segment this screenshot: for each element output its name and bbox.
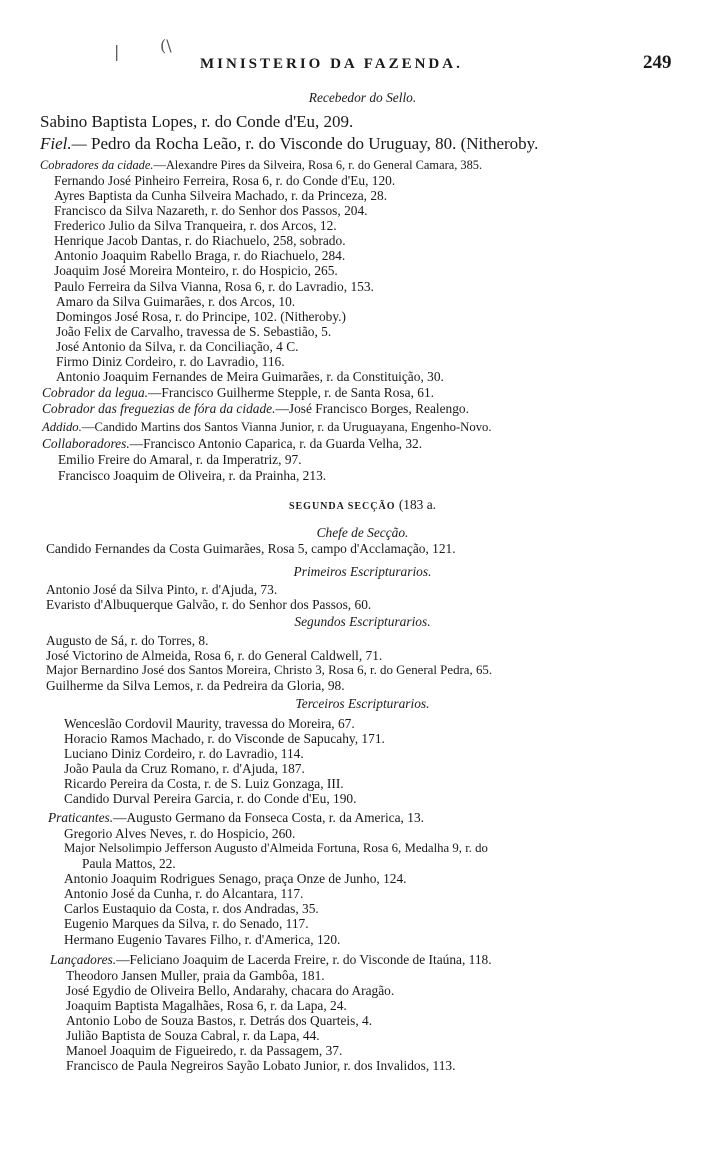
list-item: João Paula da Cruz Romano, r. d'Ajuda, 187.	[64, 761, 305, 776]
entry-line	[50, 952, 492, 967]
entry-line	[42, 420, 492, 435]
entry-label: Fiel.—	[40, 134, 87, 153]
list-item: Francisco Joaquim de Oliveira, r. da Prainha, 213.	[58, 468, 327, 483]
entry-line	[40, 158, 482, 173]
subsection-heading: Terceiros Escripturarios.	[295, 696, 430, 711]
subsection-heading: Segundos Escripturarios.	[294, 614, 431, 629]
entry-label: Cobrador da legua.	[42, 385, 149, 400]
entry-text: —Candido Martins dos Santos Vianna Junior, r. da Uruguayana, Engenho-Novo.	[81, 420, 492, 434]
list-item: Ricardo Pereira da Costa, r. de S. Luiz Gonzaga, III.	[64, 776, 344, 791]
list-item: Ayres Baptista da Cunha Silveira Machado, r. da Princeza, 28.	[54, 188, 388, 203]
list-item: Candido Fernandes da Costa Guimarães, Rosa 5, campo d'Acclamação, 121.	[46, 541, 456, 556]
entry-text: —José Francisco Borges, Realengo.	[275, 401, 469, 416]
list-item: Augusto de Sá, r. do Torres, 8.	[46, 633, 209, 648]
list-item: Major Nelsolimpio Jefferson Augusto d'Almeida Fortuna, Rosa 6, Medalha 9, r. do	[64, 841, 488, 855]
subsection-heading: Chefe de Secção.	[316, 525, 409, 540]
section-title: SEGUNDA SECÇÃO	[288, 501, 396, 512]
entry-label: Cobradores da cidade.	[40, 158, 154, 172]
list-item: Francisco da Silva Nazareth, r. do Senhor dos Passos, 204.	[54, 203, 368, 218]
entry-text: —Augusto Germano da Fonseca Costa, r. da America, 13.	[113, 810, 424, 825]
list-item: Paulo Ferreira da Silva Vianna, Rosa 6, r. do Lavradio, 153.	[54, 279, 374, 294]
list-item: João Felix de Carvalho, travessa de S. Sebastião, 5.	[56, 324, 332, 339]
entry-line	[42, 401, 469, 416]
subsection-heading: Primeiros Escripturarios.	[293, 564, 432, 579]
list-item: Amaro da Silva Guimarães, r. dos Arcos, 10.	[56, 294, 296, 309]
section-heading	[0, 497, 725, 514]
entry-line	[48, 810, 424, 825]
list-item: Candido Durval Pereira Garcia, r. do Conde d'Eu, 190.	[64, 791, 357, 806]
list-item: Joaquim José Moreira Monteiro, r. do Hospicio, 265.	[54, 263, 338, 278]
list-item: Manoel Joaquim de Figueiredo, r. da Passagem, 37.	[66, 1043, 343, 1058]
entry-line	[40, 134, 538, 154]
list-item: Firmo Diniz Cordeiro, r. do Lavradio, 116.	[56, 354, 285, 369]
entry-line	[42, 385, 434, 400]
entry-text: —Alexandre Pires da Silveira, Rosa 6, r. do General Camara, 385.	[153, 158, 483, 172]
list-item: Joaquim Baptista Magalhães, Rosa 6, r. da Lapa, 24.	[66, 998, 347, 1013]
list-item: Antonio Joaquim Rodrigues Senago, praça Onze de Junho, 124.	[64, 871, 407, 886]
page-number: 249	[643, 52, 672, 73]
list-item: Domingos José Rosa, r. do Principe, 102. (Nitheroby.)	[56, 309, 346, 324]
list-item: Gregorio Alves Neves, r. do Hospicio, 260.	[64, 826, 296, 841]
page-header	[0, 52, 725, 82]
list-item: José Egydio de Oliveira Bello, Andarahy, chacara do Aragão.	[66, 983, 395, 998]
list-item: Eugenio Marques da Silva, r. do Senado, 117.	[64, 916, 309, 931]
section-heading: Recebedor do Sello.	[308, 90, 417, 105]
entry-label: Addido.	[42, 420, 82, 434]
list-item: José Antonio da Silva, r. da Conciliação, 4 C.	[56, 339, 299, 354]
entry-label: Collaboradores.	[42, 436, 130, 451]
margin-mark: |	[114, 42, 120, 61]
entry-text: —Feliciano Joaquim de Lacerda Freire, r. do Visconde de Itaúna, 118.	[116, 952, 492, 967]
list-item: Theodoro Jansen Muller, praia da Gambôa, 181.	[66, 968, 325, 983]
list-item: Antonio Joaquim Rabello Braga, r. do Riachuelo, 284.	[54, 248, 346, 263]
list-item: Antonio José da Cunha, r. do Alcantara, 117.	[64, 886, 304, 901]
entry-line	[42, 436, 422, 451]
list-item: Horacio Ramos Machado, r. do Visconde de Sapucahy, 171.	[64, 731, 385, 746]
list-item: Fernando José Pinheiro Ferreira, Rosa 6, r. do Conde d'Eu, 120.	[54, 173, 396, 188]
list-item: Carlos Eustaquio da Costa, r. dos Andradas, 35.	[64, 901, 319, 916]
list-item: Hermano Eugenio Tavares Filho, r. d'America, 120.	[64, 932, 341, 947]
page-title: MINISTERIO DA FAZENDA.	[200, 56, 463, 72]
list-item: Guilherme da Silva Lemos, r. da Pedreira da Gloria, 98.	[46, 678, 345, 693]
list-item: José Victorino de Almeida, Rosa 6, r. do General Caldwell, 71.	[46, 648, 383, 663]
list-item: Evaristo d'Albuquerque Galvão, r. do Senhor dos Passos, 60.	[46, 597, 372, 612]
entry-line: Sabino Baptista Lopes, r. do Conde d'Eu, 209.	[40, 112, 354, 131]
margin-mark: (\	[160, 36, 172, 55]
list-item: Antonio Lobo de Souza Bastos, r. Detrás dos Quarteis, 4.	[66, 1013, 373, 1028]
entry-text: —Francisco Guilherme Stepple, r. de Santa Rosa, 61.	[148, 385, 434, 400]
entry-text: —Francisco Antonio Caparica, r. da Guarda Velha, 32.	[129, 436, 423, 451]
list-item: Frederico Julio da Silva Tranqueira, r. dos Arcos, 12.	[54, 218, 337, 233]
entry-label: Praticantes.	[48, 810, 114, 825]
list-item: Antonio José da Silva Pinto, r. d'Ajuda, 73.	[46, 582, 278, 597]
entry-label: Lançadores.	[50, 952, 117, 967]
list-item: Julião Baptista de Souza Cabral, r. da Lapa, 44.	[66, 1028, 320, 1043]
list-item: Major Bernardino José dos Santos Moreira, Christo 3, Rosa 6, r. do General Pedra, 65.	[46, 663, 493, 677]
entry-label: Cobrador das freguezias de fóra da cidade.	[42, 401, 276, 416]
list-item: Henrique Jacob Dantas, r. do Riachuelo, 258, sobrado.	[54, 233, 346, 248]
list-item: Paula Mattos, 22.	[82, 856, 176, 871]
list-item: Francisco de Paula Negreiros Sayão Lobato Junior, r. dos Invalidos, 113.	[66, 1058, 456, 1073]
entry-text: Pedro da Rocha Leão, r. do Visconde do Uruguay, 80. (Nitheroby.	[86, 134, 539, 153]
list-item: Luciano Diniz Cordeiro, r. do Lavradio, 114.	[64, 746, 304, 761]
section-suffix: (183 a.	[395, 497, 437, 512]
list-item: Antonio Joaquim Fernandes de Meira Guimarães, r. da Constituição, 30.	[56, 369, 444, 384]
list-item: Emilio Freire do Amaral, r. da Imperatriz, 97.	[58, 452, 302, 467]
list-item: Wenceslão Cordovil Maurity, travessa do Moreira, 67.	[64, 716, 355, 731]
